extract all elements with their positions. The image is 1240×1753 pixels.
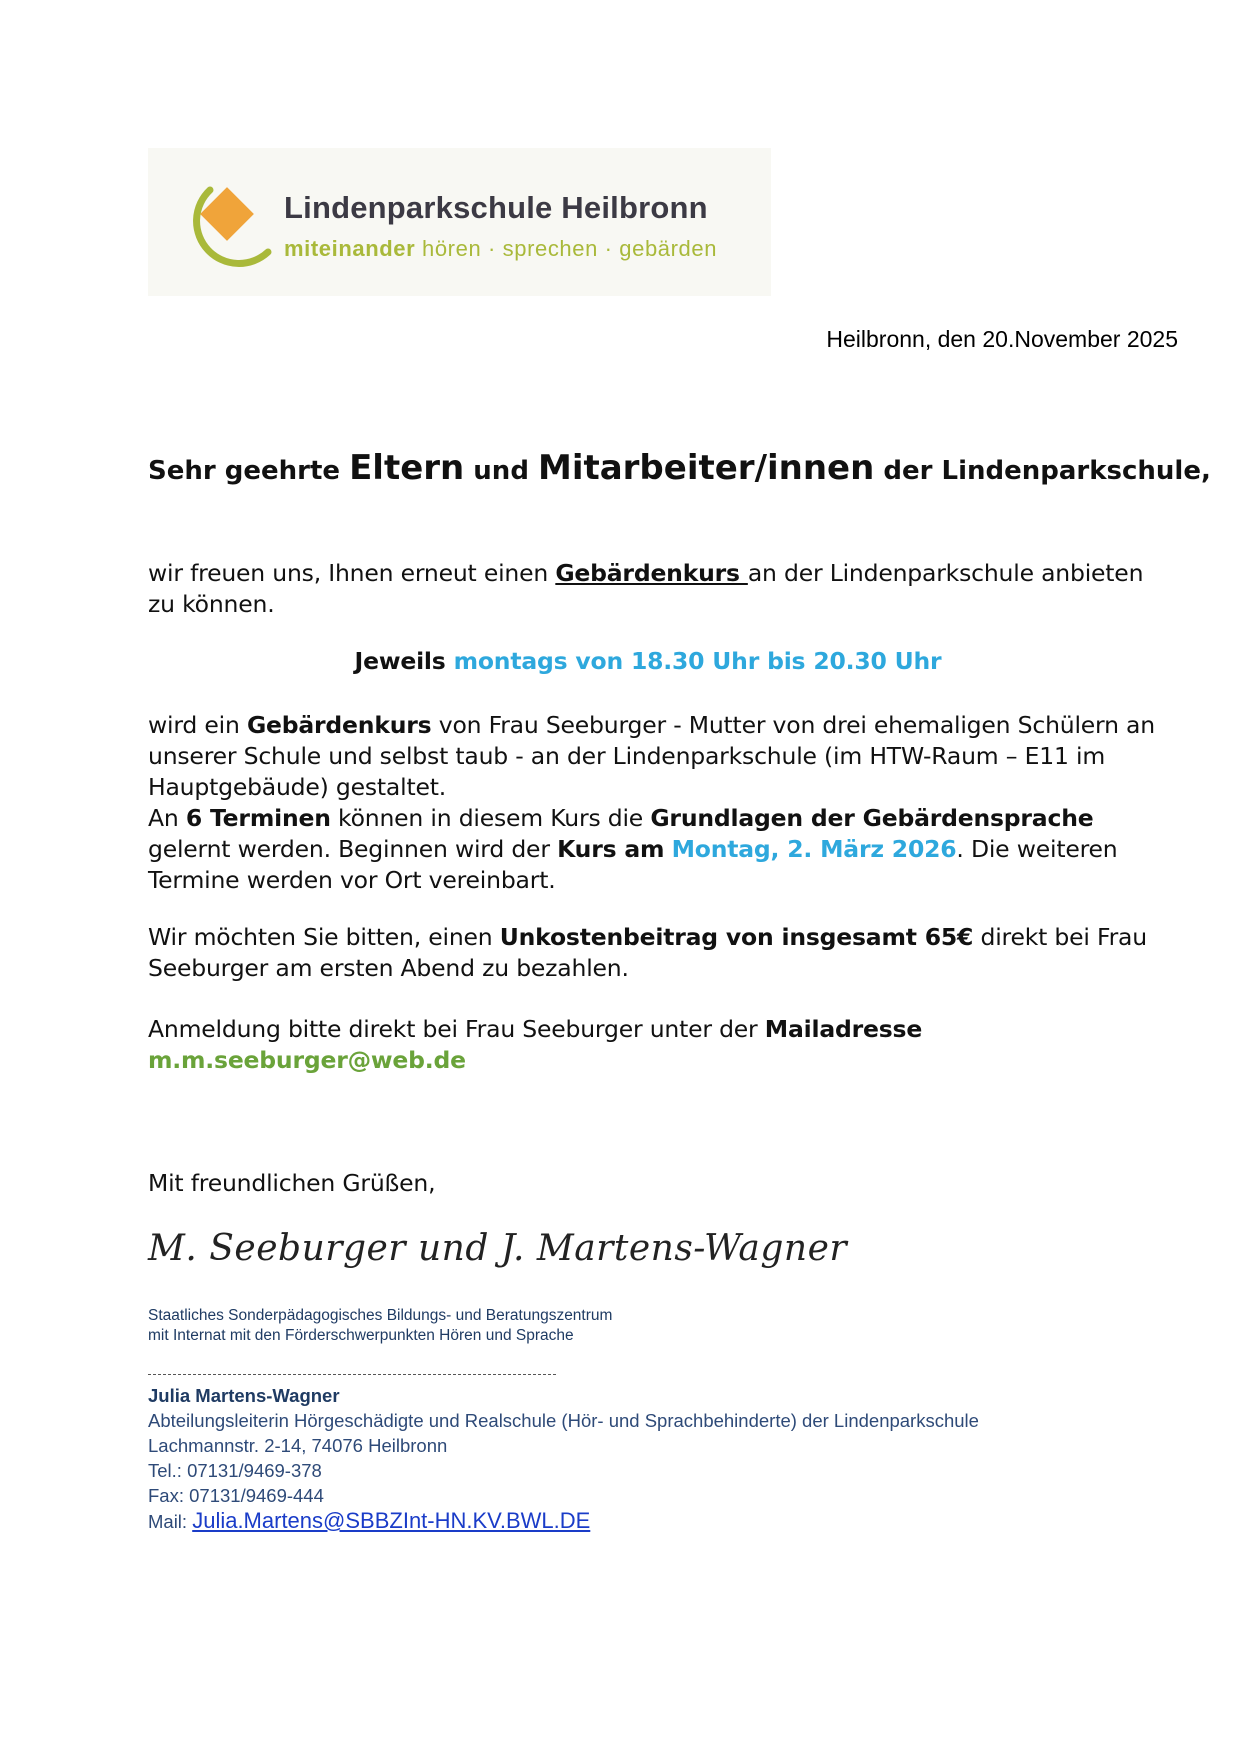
school-logo <box>148 148 771 296</box>
fee-paragraph: Wir möchten Sie bitten, einen Unkostenbeitrag von insgesamt 65€ direkt bei Frau Seeburger am ersten Abend zu bezahlen. <box>148 923 1147 982</box>
contact-role: Abteilungsleiterin Hörgeschädigte und Realschule (Hör- und Sprachbehinderte) der Lindenparkschule <box>148 1410 979 1431</box>
logo-mark-icon <box>176 178 276 268</box>
closing: Mit freundlichen Grüßen, <box>148 1169 436 1197</box>
registration-paragraph: Anmeldung bitte direkt bei Frau Seeburger unter der Mailadresse m.m.seeburger@web.de <box>148 1015 923 1074</box>
contact-mail-row: Mail: Julia.Martens@SBBZInt-HN.KV.BWL.DE <box>148 1508 591 1533</box>
intro-paragraph: wir freuen uns, Ihnen erneut einen Gebärdenkurs an der Lindenparkschule anbieten zu können. <box>148 559 1144 618</box>
contact-mail-link[interactable]: Julia.Martens@SBBZInt-HN.KV.BWL.DE <box>192 1508 591 1533</box>
course-details-paragraph: wird ein Gebärdenkurs von Frau Seeburger - Mutter von drei ehemaligen Schülern an unserer Schule und selbst taub - an der Lindenparkschule (im HTW-Raum – E11 im Hauptgebäude) gestaltet. An 6 Terminen können in diesem Kurs die Grundlagen der Gebärdensprache gelernt werden. Beginnen wird der Kurs am Montag, 2. März 2026. Die weiteren Termine werden vor Ort vereinbart. <box>148 711 1155 894</box>
schedule-line: Jeweils montags von 18.30 Uhr bis 20.30 Uhr <box>354 647 942 675</box>
registration-email-link[interactable]: m.m.seeburger@web.de <box>148 1046 466 1074</box>
contact-name: Julia Martens-Wagner <box>148 1385 340 1406</box>
salutation: Sehr geehrte Eltern und Mitarbeiter/innen der Lindenparkschule, <box>148 448 1211 488</box>
signature: M. Seeburger und J. Martens-Wagner <box>148 1228 848 1269</box>
contact-address: Lachmannstr. 2-14, 74076 Heilbronn <box>148 1435 448 1456</box>
logo-tagline: miteinander hören · sprechen · gebärden <box>284 236 718 261</box>
contact-block <box>148 1383 979 1534</box>
divider <box>148 1374 556 1375</box>
letter-date: Heilbronn, den 20.November 2025 <box>826 326 1178 352</box>
org-line-1: Staatliches Sonderpädagogisches Bildungs- und Beratungszentrum <box>148 1307 613 1324</box>
contact-tel: Tel.: 07131/9469-378 <box>148 1460 322 1481</box>
logo-school-name: Lindenparkschule Heilbronn <box>284 190 708 225</box>
org-line-2: mit Internat mit den Förderschwerpunkten Hören und Sprache <box>148 1327 574 1344</box>
contact-fax: Fax: 07131/9469-444 <box>148 1485 324 1506</box>
organization-info <box>148 1306 612 1346</box>
